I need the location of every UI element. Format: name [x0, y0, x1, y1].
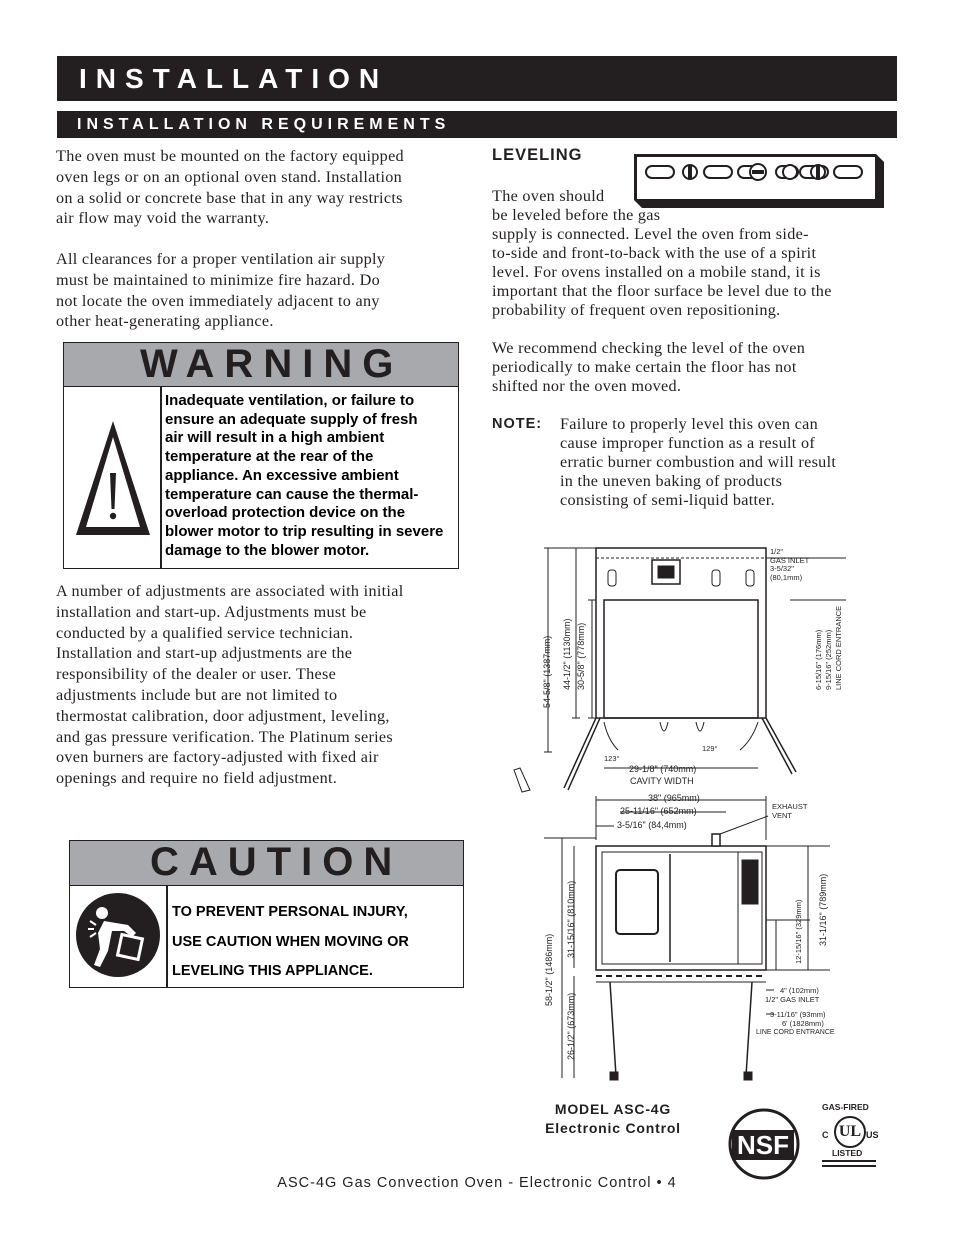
- text-line: All clearances for a proper ventilation air supply: [56, 250, 386, 268]
- angle-right: 129°: [702, 744, 718, 753]
- text-line: supply is connected. Level the oven from side-: [492, 225, 809, 243]
- text-line: Failure to properly level this oven can: [560, 415, 819, 433]
- angle-left: 123°: [604, 754, 620, 763]
- warning-box: [63, 342, 459, 569]
- cavity-width-dim: 29-1/8" (740mm): [629, 764, 697, 774]
- text-line: (80,1mm): [770, 572, 803, 582]
- note-label: NOTE:: [492, 416, 543, 432]
- text-line: shifted nor the oven moved.: [492, 377, 682, 395]
- text-line: damage to the blower motor.: [165, 541, 370, 559]
- text-line: 4" (102mm): [780, 986, 819, 995]
- text-line: TO PREVENT PERSONAL INJURY,: [172, 904, 408, 920]
- dim-line-cord-176: 6-15/16" (176mm): [814, 629, 823, 690]
- text-line: EXHAUST: [772, 802, 808, 811]
- text-line: openings and require no field adjustment.: [56, 769, 338, 788]
- text-line: and gas pressure verification. The Platinum series: [56, 727, 394, 746]
- clearance-paragraph: [56, 249, 385, 332]
- text-line: conducted by a qualified service technician.: [56, 623, 354, 642]
- caution-box: [69, 840, 464, 988]
- front-cord-label: [756, 1010, 835, 1037]
- dim-small-width: 3-5/16" (84,4mm): [617, 820, 687, 830]
- dim-leg-height: 26-1/2" (673mm): [566, 992, 576, 1060]
- text-line: Installation and start-up adjustments are the: [56, 644, 353, 663]
- dim-total-height: 54-5/8" (1387mm): [542, 635, 552, 708]
- ul-circle: UL: [834, 1116, 866, 1148]
- ul-listed-label: LISTED: [832, 1148, 863, 1158]
- caution-title: CAUTION: [70, 841, 463, 886]
- ul-fine-print-line: [822, 1160, 876, 1162]
- text-line: A number of adjustments are associated with initial: [56, 582, 404, 600]
- warning-title: WARNING: [64, 343, 458, 387]
- svg-text:NSF: NSF: [737, 1130, 789, 1160]
- exhaust-vent-label: [772, 803, 807, 820]
- ul-fine-print-line: [822, 1165, 876, 1167]
- text-line: not locate the oven immediately adjacent to any: [56, 291, 380, 310]
- model-control: Electronic Control: [545, 1120, 681, 1136]
- text-line: LEVELING THIS APPLIANCE.: [172, 963, 373, 979]
- text-line: adjustments include but are not limited to: [56, 685, 338, 704]
- text-line: 6' (1828mm): [782, 1019, 824, 1028]
- model-label: [528, 1100, 698, 1138]
- caution-text: [172, 898, 409, 987]
- ul-top-label: GAS-FIRED: [822, 1102, 869, 1112]
- check-paragraph: [492, 339, 805, 396]
- dim-mid-width: 25-11/16" (652mm): [620, 806, 697, 816]
- text-line: 1/2": [770, 547, 784, 556]
- page-footer: ASC-4G Gas Convection Oven - Electronic Control • 4: [277, 1175, 677, 1191]
- text-line: Inadequate ventilation, or failure to: [165, 392, 415, 409]
- text-line: temperature can cause the thermal-: [165, 485, 419, 503]
- text-line: probability of frequent oven repositioning.: [492, 301, 781, 319]
- text-line: thermostat calibration, door adjustment, leveling,: [56, 706, 390, 725]
- dim-total-width: 38" (965mm): [648, 793, 700, 803]
- text-line: air will result in a high ambient: [165, 429, 385, 447]
- gas-inlet-label: [770, 548, 809, 582]
- text-line: important that the floor surface be level due to the: [492, 282, 832, 300]
- subsection-title: INSTALLATION REQUIREMENTS: [77, 116, 451, 133]
- divider: [166, 886, 168, 987]
- text-line: 3-11/16" (93mm): [770, 1010, 826, 1019]
- section-banner: [57, 56, 897, 101]
- ul-gas-fired-logo: [816, 1102, 888, 1182]
- text-line: overload protection device on the: [165, 504, 406, 522]
- text-line: on a solid or concrete base that in any way restricts: [56, 188, 403, 207]
- dim-panel: 12-15/16" (329mm): [794, 899, 803, 964]
- text-line: 3-5/32": [770, 564, 794, 573]
- warning-text: [165, 392, 443, 560]
- intro-paragraph: [56, 146, 404, 229]
- text-line: periodically to make certain the floor has not: [492, 358, 797, 376]
- divider: [160, 387, 162, 568]
- text-line: blower motor to trip resulting in severe: [165, 522, 444, 540]
- text-line: erratic burner combustion and will result: [560, 453, 837, 471]
- ul-us-label: US: [866, 1130, 879, 1140]
- leveling-heading: LEVELING: [492, 146, 583, 164]
- text-line: USE CAUTION WHEN MOVING OR: [172, 933, 409, 950]
- dim-depth: 31-1/16" (789mm): [818, 873, 828, 946]
- text-line: VENT: [772, 810, 793, 820]
- adjustments-paragraph: [56, 581, 404, 789]
- text-line: to-side and front-to-back with the use of a spirit: [492, 244, 817, 262]
- dim-body-height: 31-15/16" (810mm): [566, 880, 576, 958]
- page-title: INSTALLATION: [79, 63, 389, 94]
- cavity-width-label: CAVITY WIDTH: [630, 776, 694, 786]
- front-gas-inlet-label: [765, 986, 820, 1004]
- text-line: ensure an adequate supply of fresh: [165, 410, 418, 428]
- text-line: The oven must be mounted on the factory equipped: [56, 147, 404, 165]
- text-line: oven legs or on an optional oven stand. Installation: [56, 167, 403, 186]
- text-line: be leveled before the gas: [492, 206, 661, 224]
- text-line: air flow may void the warranty.: [56, 209, 270, 228]
- text-line: must be maintained to minimize fire hazard. Do: [56, 270, 380, 289]
- text-line: LINE CORD ENTRANCE: [756, 1029, 835, 1036]
- dim-inner-depth: 30-5/8" (778mm): [576, 622, 586, 690]
- text-line: appliance. An excessive ambient: [165, 466, 399, 484]
- text-line: other heat-generating appliance.: [56, 312, 274, 331]
- text-line: cause improper function as a result of: [560, 434, 816, 452]
- dim-total-height-front: 58-1/2" (1486mm): [544, 933, 554, 1006]
- text-line: temperature at the rear of the: [165, 448, 374, 466]
- text-line: in the uneven baking of products: [560, 472, 783, 490]
- text-line: responsibility of the dealer or user. These: [56, 665, 337, 684]
- leveling-paragraph: [492, 187, 832, 320]
- lifting-person-icon: [74, 891, 162, 979]
- dim-line-cord-252: 9-15/16" (252mm): [824, 629, 833, 690]
- text-line: level. For ovens installed on a mobile stand, it is: [492, 263, 821, 281]
- text-line: installation and start-up. Adjustments must be: [56, 602, 367, 621]
- text-line: consisting of semi-liquid batter.: [560, 491, 775, 509]
- dim-mid-depth: 44-1/2" (1130mm): [562, 618, 572, 690]
- text-line: GAS INLET: [770, 555, 810, 565]
- model-name: MODEL ASC-4G: [554, 1101, 672, 1117]
- text-line: oven burners are factory-adjusted with fixed air: [56, 748, 379, 767]
- nsf-logo: [728, 1108, 800, 1180]
- subsection-banner: [57, 111, 897, 138]
- text-line: The oven should: [492, 187, 605, 205]
- line-cord-entrance-label: LINE CORD ENTRANCE: [834, 605, 843, 690]
- text-line: 1/2" GAS INLET: [765, 995, 820, 1004]
- text-line: We recommend checking the level of the oven: [492, 339, 806, 357]
- ul-c-label: C: [822, 1130, 829, 1140]
- warning-triangle-icon: [72, 417, 154, 541]
- note-text: [560, 415, 836, 510]
